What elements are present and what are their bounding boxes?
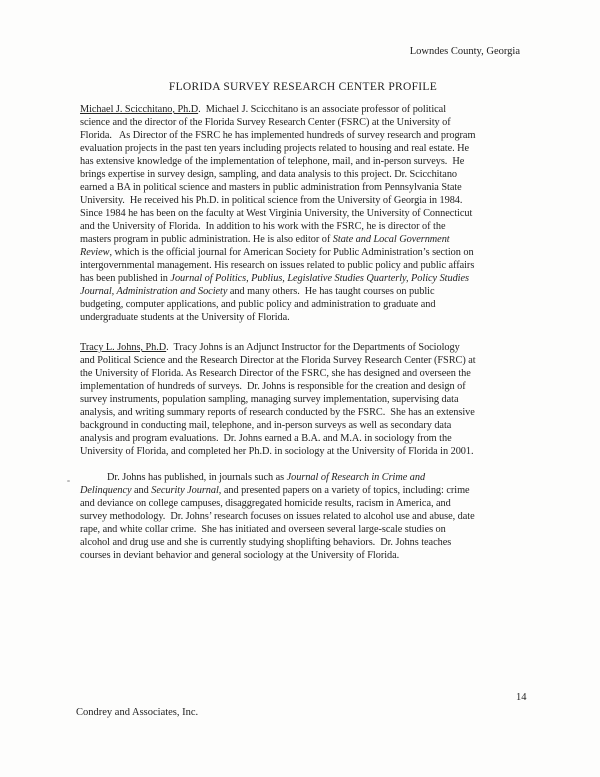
text-run: and deviance on college campuses, disaggregated homicide results, racism in America, and	[80, 498, 451, 509]
text-run: the University of Florida. As Research Director of the FSRC, she has designed and overseen the	[80, 368, 471, 379]
text-line	[80, 419, 538, 432]
text-run: and many others. He has taught courses on public	[227, 286, 435, 297]
text-run: masters program in public administration. He is also editor of	[80, 234, 333, 245]
text-line	[80, 471, 538, 484]
text-line	[80, 510, 538, 523]
text-run: University. He received his Ph.D. in political science from the University of Georgia in 1984.	[80, 195, 463, 206]
text-line	[80, 155, 538, 168]
text-run: Dr. Johns has published, in journals such as	[107, 472, 287, 483]
text-run: . Tracy Johns is an Adjunct Instructor for the Departments of Sociology	[166, 342, 460, 353]
text-run: and Political Science and the Research Director at the Florida Survey Research Center (FSRC) at	[80, 355, 476, 366]
text-line	[80, 207, 538, 220]
text-run: evaluation projects in the past ten years including projects related to housing and real estate. He	[80, 143, 470, 154]
text-line	[80, 523, 538, 536]
text-line	[80, 393, 538, 406]
text-run: . Michael J. Scicchitano is an associate professor of political	[198, 104, 446, 115]
text-line	[80, 367, 538, 380]
text-run: earned a BA in political science and masters in public administration from Pennsylvania State	[80, 182, 462, 193]
text-run: courses in deviant behavior and general sociology at the University of Florida.	[80, 550, 400, 561]
text-run: has extensive knowledge of the implementation of telephone, mail, and in-person surveys. He	[80, 156, 465, 167]
text-run: survey instruments, population sampling, managing survey implementation, supervising data	[80, 394, 459, 405]
text-run: analysis and program evaluations. Dr. Johns earned a B.A. and M.A. in sociology from the	[80, 433, 452, 444]
text-line	[80, 194, 538, 207]
journal-title-italic: Delinquency	[80, 485, 132, 496]
text-line	[80, 259, 538, 272]
text-run: science and the director of the Florida Survey Research Center (FSRC) at the University of	[80, 117, 451, 128]
scan-speck	[67, 480, 70, 482]
paragraph	[80, 103, 538, 324]
text-line	[80, 406, 538, 419]
text-line	[80, 549, 538, 562]
header-location: Lowndes County, Georgia	[409, 46, 520, 57]
page-title: FLORIDA SURVEY RESEARCH CENTER PROFILE	[168, 81, 438, 93]
text-line	[80, 116, 538, 129]
document-body	[80, 103, 538, 562]
text-line	[80, 142, 538, 155]
text-run: budgeting, computer applications, and public policy and administration to graduate and	[80, 299, 436, 310]
text-run: rape, and white collar crime. She has initiated and overseen several large-scale studies on	[80, 524, 446, 535]
text-run: has been published in	[80, 273, 171, 284]
text-line	[80, 354, 538, 367]
text-line	[80, 272, 538, 285]
text-run: brings expertise in survey design, sampling, and data analysis to this project. Dr. Scicchitano	[80, 169, 458, 180]
paragraph	[80, 341, 538, 458]
text-run: and	[131, 485, 152, 496]
text-run: background in conducting mail, telephone, and in-person surveys as well as secondary data	[80, 420, 452, 431]
text-line	[80, 220, 538, 233]
text-run: undergraduate students at the University of Florida.	[80, 312, 290, 323]
text-run: , and presented papers on a variety of topics, including: crime	[218, 485, 470, 496]
text-run: survey methodology. Dr. Johns’ research focuses on issues related to alcohol use and abuse, date	[80, 511, 475, 522]
text-line	[80, 181, 538, 194]
text-run: Florida. As Director of the FSRC he has implemented hundreds of survey research and program	[80, 130, 476, 141]
text-line	[80, 285, 538, 298]
text-line	[80, 103, 538, 116]
text-run: University of Florida, and completed her Ph.D. in sociology at the University of Florida in 2001.	[80, 446, 474, 457]
journal-title-italic: Journal of Research in Crime and	[286, 472, 426, 483]
text-run: analysis, and writing summary reports of research conducted by the FSRC. She has an extensive	[80, 407, 475, 418]
page-number: 14	[516, 692, 527, 703]
journal-title-italic: Security Journal	[151, 485, 219, 496]
footer-company-name: Condrey and Associates, Inc.	[76, 707, 199, 718]
paragraph	[80, 471, 538, 562]
journal-title-italic: State and Local Government	[332, 234, 450, 245]
journal-title-italic: Journal, Administration and Society	[80, 286, 228, 297]
journal-title-italic: Journal of Politics, Publius, Legislative Studies Quarterly, Policy Studies	[170, 273, 469, 284]
text-line	[80, 168, 538, 181]
text-run: intergovernmental management. His research on issues related to public policy and public affairs	[80, 260, 475, 271]
text-line	[80, 298, 538, 311]
underlined-name: Tracy L. Johns, Ph.D	[80, 342, 167, 353]
text-run: implementation of hundreds of surveys. Dr. Johns is responsible for the creation and design of	[80, 381, 466, 392]
underlined-name: Michael J. Scicchitano, Ph.D	[80, 104, 199, 115]
text-line	[80, 536, 538, 549]
text-line	[80, 432, 538, 445]
text-line	[80, 341, 538, 354]
text-line	[80, 497, 538, 510]
text-run: Since 1984 he has been on the faculty at West Virginia University, the University of Connecticut	[80, 208, 473, 219]
text-line	[80, 129, 538, 142]
journal-title-italic: Review	[80, 247, 110, 258]
text-line	[80, 246, 538, 259]
text-line	[80, 311, 538, 324]
text-run: , which is the official journal for American Society for Public Administration’s section on	[109, 247, 474, 258]
text-line	[80, 445, 538, 458]
text-run: and the University of Florida. In addition to his work with the FSRC, he is director of the	[80, 221, 446, 232]
text-run: alcohol and drug use and she is currently studying shoplifting behaviors. Dr. Johns teaches	[80, 537, 452, 548]
text-line	[80, 484, 538, 497]
text-line	[80, 233, 538, 246]
text-line	[80, 380, 538, 393]
